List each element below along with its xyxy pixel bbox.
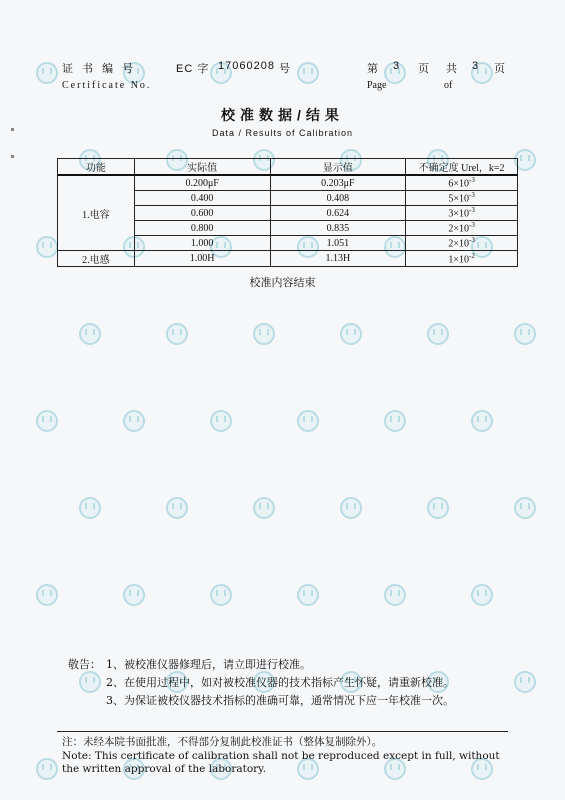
- watermark-logo-icon: [384, 584, 406, 606]
- uncertainty-base: ×10: [453, 254, 469, 266]
- page-total: 3: [472, 60, 482, 72]
- cell-display: 0.408: [270, 191, 406, 206]
- uncertainty-base: ×10: [453, 178, 469, 190]
- uncertainty-mantissa: 1: [448, 254, 454, 266]
- cell-actual: 1.000: [134, 236, 270, 251]
- watermark-logo-icon: [297, 410, 319, 432]
- watermark-logo-icon: [471, 584, 493, 606]
- footer-note-cn: 注：未经本院书面批准，不得部分复制此校准证书（整体复制除外）。: [62, 736, 383, 748]
- watermark-logo-icon: [340, 323, 362, 345]
- watermark-logo-icon: [123, 410, 145, 432]
- uncertainty-exponent: -2: [469, 251, 475, 260]
- uncertainty-mantissa: 2: [448, 238, 454, 250]
- uncertainty-mantissa: 5: [448, 193, 454, 205]
- page-current: 3: [393, 60, 403, 72]
- col-header-display: 显示值: [270, 159, 406, 176]
- footer-note-en: Note: This certificate of calibration shall not be reproduced except in full, without the written approval of the laboratory.: [62, 750, 500, 775]
- watermark-logo-icon: [36, 236, 58, 258]
- cell-actual: 0.600: [134, 206, 270, 221]
- watermark-logo-icon: [210, 410, 232, 432]
- cell-actual: 0.400: [134, 191, 270, 206]
- cell-uncertainty: [406, 251, 518, 267]
- watermark-logo-icon: [384, 410, 406, 432]
- uncertainty-exponent: -3: [469, 221, 475, 230]
- cell-display: 0.203μF: [270, 175, 406, 191]
- watermark-logo-icon: [427, 323, 449, 345]
- end-of-content: 校准内容结束: [249, 276, 316, 289]
- uncertainty-base: ×10: [453, 193, 469, 205]
- table-row: [58, 251, 518, 267]
- watermark-logo-icon: [166, 497, 188, 519]
- watermark-logo-icon: [253, 497, 275, 519]
- binding-mark: [11, 155, 14, 158]
- uncertainty-mantissa: 3: [448, 208, 454, 220]
- uncertainty-exponent: -3: [469, 191, 475, 200]
- watermark-logo-icon: [36, 410, 58, 432]
- watermark-logo-icon: [79, 671, 101, 693]
- watermark-logo-icon: [166, 323, 188, 345]
- watermark-logo-icon: [253, 323, 275, 345]
- col-header-actual: 实际值: [134, 159, 270, 176]
- cell-actual: 0.200μF: [134, 175, 270, 191]
- uncertainty-mantissa: 6: [448, 178, 454, 190]
- uncertainty-base: ×10: [453, 238, 469, 250]
- uncertainty-exponent: -3: [469, 236, 475, 245]
- cell-uncertainty: [406, 191, 518, 206]
- page-label-cn: 第: [367, 63, 381, 75]
- page-title: 校准数据/结果: [221, 107, 344, 123]
- uncertainty-exponent: -3: [469, 206, 475, 215]
- uncertainty-base: ×10: [453, 208, 469, 220]
- cell-actual: 1.00H: [134, 251, 270, 267]
- cell-function: 2.电感: [58, 251, 135, 267]
- watermark-logo-icon: [123, 584, 145, 606]
- notice-label: 敬告：: [68, 658, 101, 671]
- uncertainty-mantissa: 2: [448, 223, 454, 235]
- table-row: [58, 175, 518, 191]
- notice-item: 3、为保证被校仪器技术指标的准确可靠，通常情况下应一年校准一次。: [106, 694, 454, 707]
- uncertainty-exponent: -3: [469, 176, 475, 185]
- watermark-logo-icon: [36, 758, 58, 780]
- col-header-uncertainty: 不确定度 Urel，k=2: [406, 159, 518, 176]
- cert-label-cn: 证 书 编 号: [62, 63, 137, 75]
- watermark-logo-icon: [210, 584, 232, 606]
- cell-actual: 0.800: [134, 221, 270, 236]
- watermark-logo-icon: [471, 410, 493, 432]
- watermark-logo-icon: [297, 584, 319, 606]
- cell-display: 1.051: [270, 236, 406, 251]
- cell-display: 1.13H: [270, 251, 406, 267]
- page-subtitle: Data / Results of Calibration: [211, 128, 354, 138]
- watermark-logo-icon: [514, 671, 536, 693]
- cell-uncertainty: [406, 206, 518, 221]
- page-unit-cn: 页: [418, 63, 432, 75]
- table-header-row: [58, 159, 518, 176]
- watermark-logo-icon: [79, 497, 101, 519]
- page-label-en: Page: [367, 80, 387, 91]
- notice-item: 1、被校准仪器修理后，请立即进行校准。: [106, 658, 311, 671]
- watermark-logo-icon: [297, 62, 319, 84]
- cell-display: 0.624: [270, 206, 406, 221]
- cell-uncertainty: [406, 221, 518, 236]
- calibration-table: [57, 158, 518, 267]
- watermark-logo-icon: [514, 497, 536, 519]
- notice-item: 2、在使用过程中，如对被校准仪器的技术指标产生怀疑，请重新校准。: [106, 676, 454, 689]
- of-label-en: of: [444, 80, 453, 91]
- watermark-logo-icon: [79, 323, 101, 345]
- cert-number: 17060208: [218, 60, 275, 72]
- cell-function: 1.电容: [58, 175, 135, 251]
- watermark-logo-icon: [36, 584, 58, 606]
- page-total-unit-cn: 页: [494, 63, 508, 75]
- cell-uncertainty: [406, 236, 518, 251]
- watermark-logo-icon: [427, 497, 449, 519]
- uncertainty-base: ×10: [453, 223, 469, 235]
- table-body: [58, 175, 518, 267]
- col-header-function: 功能: [58, 159, 135, 176]
- footer-divider: [57, 731, 508, 732]
- cell-uncertainty: [406, 175, 518, 191]
- watermark-logo-icon: [340, 497, 362, 519]
- cert-label-en: Certificate No.: [62, 80, 152, 91]
- watermark-logo-icon: [36, 62, 58, 84]
- cell-display: 0.835: [270, 221, 406, 236]
- page-total-label-cn: 共: [446, 63, 460, 75]
- cert-suffix: 号: [279, 63, 293, 75]
- cert-code-prefix: EC 字: [176, 63, 210, 75]
- watermark-logo-icon: [514, 323, 536, 345]
